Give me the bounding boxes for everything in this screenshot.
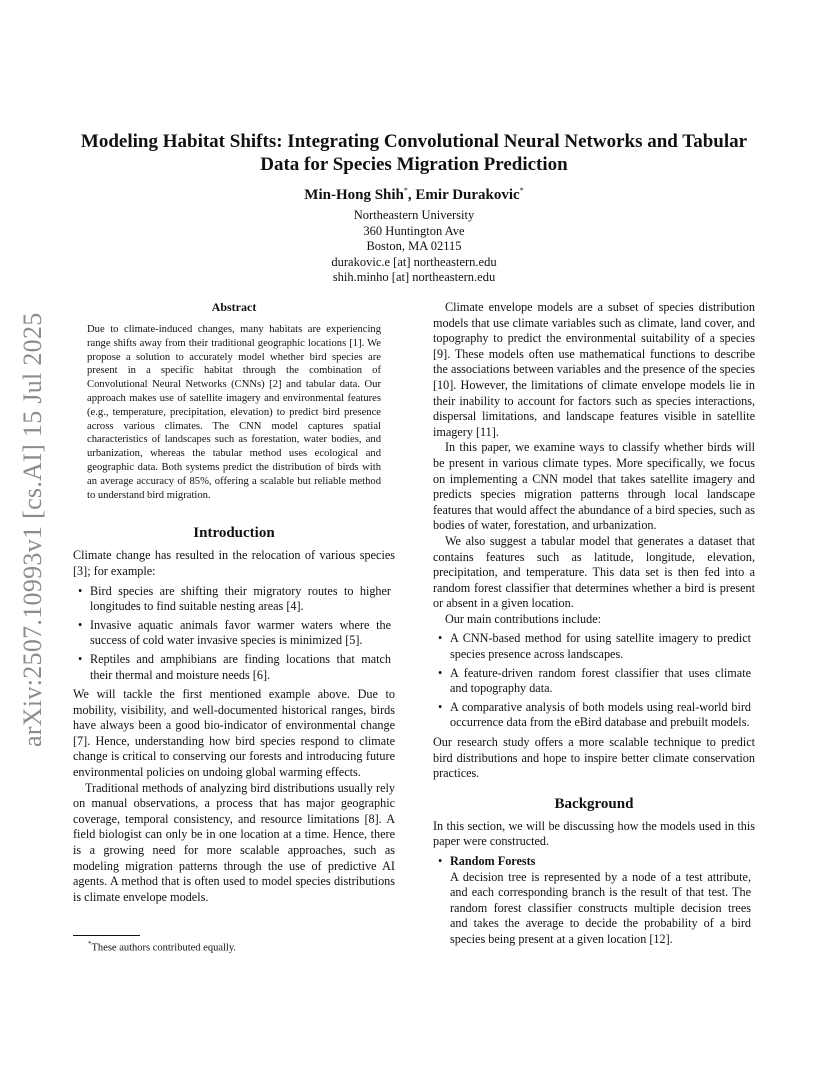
author-name: Emir Durakovic <box>415 187 520 203</box>
affiliation-block <box>60 208 768 286</box>
contributions-lead: Our main contributions include: <box>445 611 602 626</box>
left-column <box>73 300 395 905</box>
bullet-icon: • <box>438 699 443 714</box>
affiliation-street: 360 Huntington Ave <box>363 223 465 238</box>
list-item <box>73 618 395 649</box>
paper-title: Modeling Habitat Shifts: Integrating Convolutional Neural Networks and Tabular Data for Species Migration Prediction <box>80 131 748 175</box>
footnote-mark: * <box>88 940 92 948</box>
bullet-icon: • <box>438 665 443 680</box>
list-item-text: Bird species are shifting their migratory routes to higher longitudes to find suitable nesting areas [4]. <box>90 583 391 614</box>
list-item <box>433 700 755 731</box>
introduction-heading: Introduction <box>193 525 275 542</box>
list-item-text: A comparative analysis of both models using real-world bird occurrence data from the eBird database and prebuilt models. <box>450 699 751 730</box>
body-paragraph: We also suggest a tabular model that generates a dataset that contains features such as latitude, longitude, elevation, precipitation, and temperature. This data set is then fed into a random forest classifier that determines whether a bird is present or absent in a given location. <box>433 533 755 611</box>
bullet-icon: • <box>78 651 83 666</box>
list-item-title: Random Forests <box>450 854 536 868</box>
contributions-list <box>433 631 755 731</box>
body-paragraph: In this paper, we examine ways to classify whether birds will be present in various climate types. More specifically, we focus on implementing a CNN model that takes satellite imagery and predicts species migration patterns through local landscape features that would affect the abundance of a bird species, such as bodies of water, forestation, and urbanization. <box>433 440 755 533</box>
bullet-icon: • <box>78 583 83 598</box>
bullet-icon: • <box>438 854 443 868</box>
arxiv-stamp <box>18 300 62 760</box>
author-list <box>60 186 768 204</box>
bullet-icon: • <box>78 617 83 632</box>
list-item <box>433 854 755 948</box>
bullet-icon: • <box>438 631 443 646</box>
list-item-text: Reptiles and amphibians are finding locations that match their thermal and moisture needs [6]. <box>90 651 391 682</box>
background-list <box>433 854 755 948</box>
introduction-paragraph: We will tackle the first mentioned example above. Due to mobility, visibility, and well-documented historical ranges, birds have always been a good bio-indicator of environmental change [7]. Hence, understanding how bird species respond to climate change is critical to conserving our forests and introducing future environmental policies on undoing global warming effects. <box>73 687 395 780</box>
affiliation-city: Boston, MA 02115 <box>366 239 462 253</box>
author-name: Min-Hong Shih <box>304 187 404 203</box>
footnote <box>88 940 236 954</box>
introduction-paragraph: Traditional methods of analyzing bird distributions usually rely on manual observations, a process that has major geographic coverage, temporal consistency, and resource limitations [8]. A field biologist can only be in one location at a time. Hence, there is a growing need for more scalable approaches, such as modeling migration patterns through the use of predictive AI agents. A method that is often used to model species distributions is climate envelope models. <box>73 780 395 904</box>
list-item-text: A decision tree is represented by a node of a test attribute, and each corresponding branch is the result of that test. The random forest classifier constructs multiple decision trees and takes the average to decide the probability of a bird species being present at a given location [12]. <box>450 869 751 946</box>
list-item <box>433 631 755 662</box>
list-item <box>73 584 395 615</box>
background-heading: Background <box>554 795 634 812</box>
footnote-text: These authors contributed equally. <box>91 942 237 954</box>
list-item <box>73 652 395 683</box>
right-column <box>433 300 755 952</box>
author-separator: , <box>407 187 416 203</box>
affiliation-email: durakovic.e [at] northeastern.edu <box>331 254 497 269</box>
body-paragraph: Climate envelope models are a subset of species distribution models that use climate variables such as climate, land cover, and topography to predict the environmental suitability of a species [9]. These models often use mathematical functions to describe the associations between variables and the presence of the species [10]. However, the limitations of climate envelope models lie in their inability to account for factors such as species interactions, dispersal limitations, and landscape features visible in satellite imagery [11]. <box>433 300 755 439</box>
list-item <box>433 666 755 697</box>
abstract-heading: Abstract <box>211 300 257 314</box>
equal-contribution-mark: * <box>403 186 408 195</box>
arxiv-identifier: arXiv:2507.10993v1 [cs.AI] 15 Jul 2025 <box>18 312 47 748</box>
footnote-divider <box>73 935 140 936</box>
equal-contribution-mark: * <box>519 186 524 195</box>
affiliation-university: Northeastern University <box>353 208 475 222</box>
body-paragraph: Our research study offers a more scalable technique to predict bird distributions and hope to inspire better climate conservation practices. <box>433 735 755 781</box>
list-item-text: A CNN-based method for using satellite imagery to predict species presence across landscapes. <box>450 631 751 662</box>
abstract-text: Due to climate-induced changes, many habitats are experiencing range shifts away from their traditional geographic locations [1]. We propose a solution to accurately model whether bird species are present in a specific habitat through the combination of Convolutional Neural Networks (CNNs) [2] and tabular data. Our approach makes use of satellite imagery and environmental features (e.g., temperature, precipitation, elevation) to predict bird presence across various climates. The CNN model captures spatial characteristics of landscapes such as forestation, water bodies, and urbanization, whereas the tabular method uses ecological and geographic data. Both systems predict the distribution of birds with an average accuracy of 85%, offering a scalable but reliable method to understand bird migration. <box>87 324 381 501</box>
affiliation-email: shih.minho [at] northeastern.edu <box>332 270 496 284</box>
list-item-text: Invasive aquatic animals favor warmer waters where the success of cold water invasive species is minimized [5]. <box>90 617 391 648</box>
introduction-bullet-list <box>73 584 395 684</box>
introduction-lead: Climate change has resulted in the relocation of various species [3]; for example: <box>73 548 395 578</box>
list-item-text: A feature-driven random forest classifier that uses climate and topography data. <box>450 665 751 696</box>
background-intro: In this section, we will be discussing how the models used in this paper were constructed. <box>433 818 755 849</box>
